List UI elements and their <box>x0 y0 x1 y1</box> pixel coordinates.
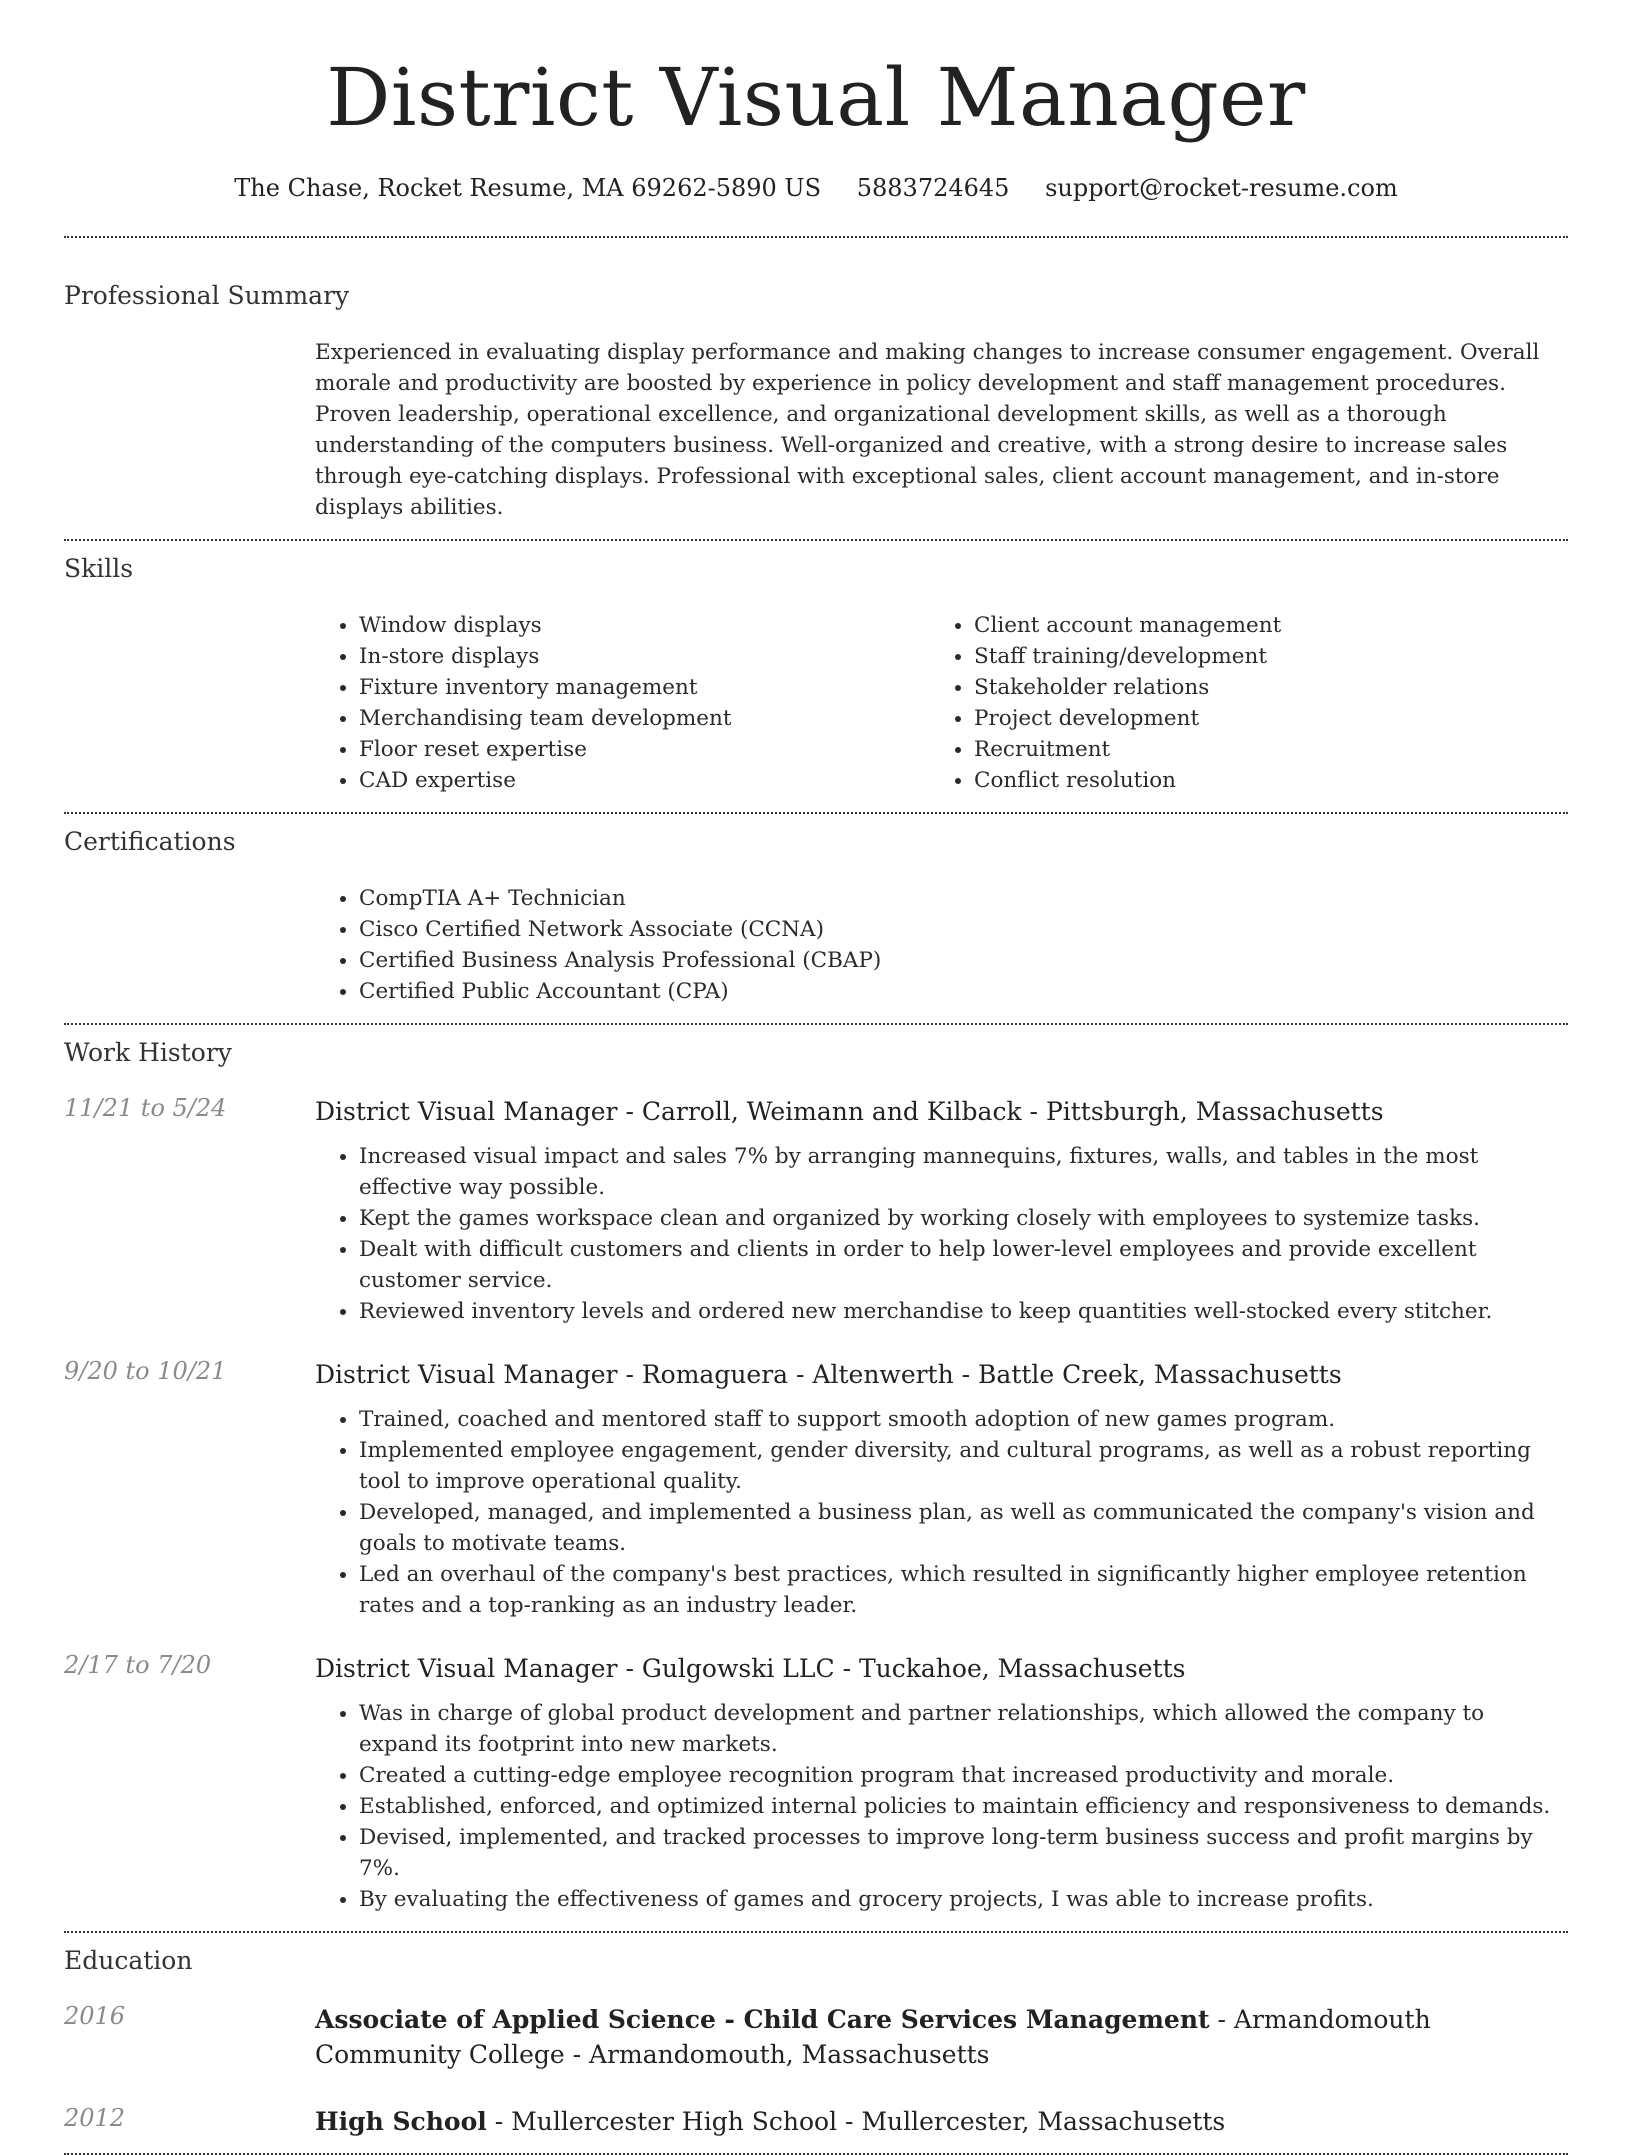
job-bullet: • Trained, coached and mentored staff to support smooth adoption of new games program. <box>359 1404 1555 1435</box>
divider <box>64 236 1568 238</box>
divider <box>64 812 1568 814</box>
education-year: 2016 <box>64 2002 126 2030</box>
job-bullet: • By evaluating the effectiveness of games and grocery projects, I was able to increase profits. <box>359 1884 1555 1915</box>
job-heading: District Visual Manager - Gulgowski LLC - Tuckahoe, Massachusetts <box>315 1654 1186 1683</box>
job-bullet: • Devised, implemented, and tracked processes to improve long-term business success and profit margins by 7%. <box>359 1822 1555 1884</box>
skill-item: • Fixture inventory management <box>359 672 930 703</box>
divider <box>64 1023 1568 1025</box>
summary-text: Experienced in evaluating display performance and making changes to increase consumer engagement. Overall morale and productivity are boosted by experience in policy development and staff management procedures. Proven leadership, operational excellence, and organizational development skills, as well as a thorough understanding of the computers business. Well-organized and creative, with a strong desire to increase sales through eye-catching displays. Professional with exceptional sales, client account management, and in-store displays abilities. <box>315 340 1540 520</box>
education-heading: Education <box>64 1946 193 1975</box>
education-entry <box>64 2104 1568 2139</box>
job-entry <box>64 1357 1568 1621</box>
job-bullet: • Developed, managed, and implemented a business plan, as well as communicated the company's vision and goals to motivate teams. <box>359 1497 1555 1559</box>
skill-item: • Stakeholder relations <box>974 672 1545 703</box>
resume-page <box>64 0 1568 2155</box>
divider <box>64 539 1568 541</box>
skill-item: • CAD expertise <box>359 765 930 796</box>
job-bullet: • Increased visual impact and sales 7% by arranging mannequins, fixtures, walls, and tables in the most effective way possible. <box>359 1141 1555 1203</box>
job-bullet: • Established, enforced, and optimized internal policies to maintain efficiency and responsiveness to demands. <box>359 1791 1555 1822</box>
job-heading: District Visual Manager - Romaguera - Altenwerth - Battle Creek, Massachusetts <box>315 1360 1342 1389</box>
contact-address: The Chase, Rocket Resume, MA 69262-5890 US <box>234 174 822 202</box>
contact-phone: 5883724645 <box>856 174 1010 202</box>
skill-item: • Window displays <box>359 610 930 641</box>
job-bullet: • Was in charge of global product development and partner relationships, which allowed the company to expand its footprint into new markets. <box>359 1698 1555 1760</box>
job-bullets <box>315 1141 1555 1327</box>
skills-column-right <box>930 610 1545 796</box>
skill-item: • Recruitment <box>974 734 1545 765</box>
certification-item: • Cisco Certified Network Associate (CCNA) <box>359 914 1555 945</box>
summary-heading: Professional Summary <box>64 281 350 310</box>
education-details <box>315 2104 1568 2139</box>
education-school: - Mullercester High School - Mullercester, Massachusetts <box>486 2107 1226 2136</box>
education-year: 2012 <box>64 2104 126 2132</box>
skill-item: • Merchandising team development <box>359 703 930 734</box>
work-history-heading: Work History <box>64 1038 232 1067</box>
contact-line <box>64 174 1568 202</box>
certifications-heading: Certifications <box>64 827 236 856</box>
job-dates: 11/21 to 5/24 <box>64 1094 227 1122</box>
certification-item: • Certified Business Analysis Professional (CBAP) <box>359 945 1555 976</box>
job-header <box>64 1651 1568 1686</box>
skill-item: • Staff training/development <box>974 641 1545 672</box>
education-degree: Associate of Applied Science - Child Care Services Management <box>315 2005 1210 2034</box>
job-dates: 2/17 to 7/20 <box>64 1651 212 1679</box>
skills-column-left <box>315 610 930 796</box>
job-header <box>64 1357 1568 1392</box>
skill-item: • Conflict resolution <box>974 765 1545 796</box>
job-entry <box>64 1094 1568 1327</box>
skills-list <box>315 610 1568 796</box>
education-details <box>315 2002 1568 2072</box>
skill-item: • In-store displays <box>359 641 930 672</box>
job-bullet: • Implemented employee engagement, gender diversity, and cultural programs, as well as a robust reporting tool to improve operational quality. <box>359 1435 1555 1497</box>
job-bullet: • Led an overhaul of the company's best practices, which resulted in significantly higher employee retention rates and a top-ranking as an industry leader. <box>359 1559 1555 1621</box>
education-school: - Armandomouth Community College - Armandomouth, Massachusetts <box>315 2005 1431 2069</box>
contact-email: support@rocket-resume.com <box>1045 174 1398 202</box>
skills-heading: Skills <box>64 554 134 583</box>
skill-item: • Floor reset expertise <box>359 734 930 765</box>
skill-item: • Project development <box>974 703 1545 734</box>
education-degree: High School <box>315 2107 487 2136</box>
candidate-name: District Visual Manager <box>326 51 1306 144</box>
certification-item: • Certified Public Accountant (CPA) <box>359 976 1555 1007</box>
job-bullet: • Kept the games workspace clean and organized by working closely with employees to systemize tasks. <box>359 1203 1555 1234</box>
education-entry <box>64 2002 1568 2072</box>
job-heading: District Visual Manager - Carroll, Weimann and Kilback - Pittsburgh, Massachusetts <box>315 1097 1384 1126</box>
job-header <box>64 1094 1568 1129</box>
divider <box>64 1931 1568 1933</box>
job-bullet: • Reviewed inventory levels and ordered new merchandise to keep quantities well-stocked every stitcher. <box>359 1296 1555 1327</box>
job-bullets <box>315 1698 1555 1915</box>
job-bullet: • Dealt with difficult customers and clients in order to help lower-level employees and provide excellent customer service. <box>359 1234 1555 1296</box>
job-bullets <box>315 1404 1555 1621</box>
job-bullet: • Created a cutting-edge employee recognition program that increased productivity and morale. <box>359 1760 1555 1791</box>
job-entry <box>64 1651 1568 1915</box>
job-dates: 9/20 to 10/21 <box>64 1357 227 1385</box>
certification-item: • CompTIA A+ Technician <box>359 883 1555 914</box>
certifications-list <box>315 883 1555 1007</box>
skill-item: • Client account management <box>974 610 1545 641</box>
